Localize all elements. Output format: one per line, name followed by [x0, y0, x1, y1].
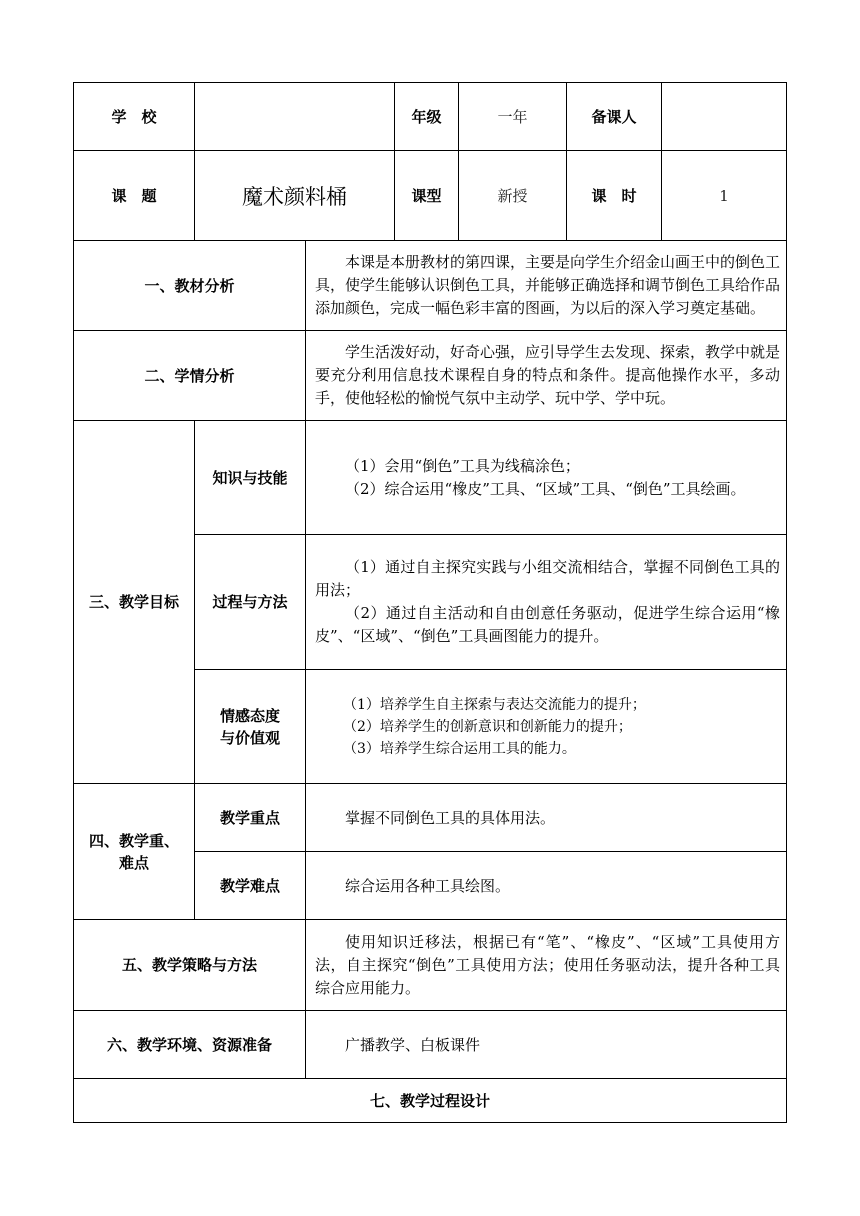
list-item: （2）通过自主活动和自由创意任务驱动，促进学生综合运用“橡皮”、“区域”、“倒色”工具画图能力的提升。 [315, 604, 780, 645]
emotion-values-content [306, 670, 787, 784]
difficulty-text: 综合运用各种工具绘图。 [306, 852, 787, 920]
difficulty-label: 教学难点 [195, 852, 306, 920]
list-item: （1）培养学生自主探索与表达交流能力的提升； [343, 696, 646, 713]
process-methods-content [306, 535, 787, 670]
period-value: 1 [662, 151, 787, 241]
header-row-topic [74, 151, 787, 241]
row-process-design [74, 1079, 787, 1123]
material-analysis-label: 一、教材分析 [74, 241, 306, 331]
key-points-label-line2: 难点 [118, 853, 149, 872]
preparer-label: 备课人 [567, 83, 662, 151]
row-goal-knowledge [74, 421, 787, 535]
material-analysis-text: 本课是本册教材的第四课，主要是向学生介绍金山画王中的倒色工具，使学生能够认识倒色工具，并能够正确选择和调节倒色工具给作品添加颜色，完成一幅色彩丰富的图画，为以后的深入学习奠定基础。 [306, 241, 787, 331]
strategy-label: 五、教学策略与方法 [74, 920, 306, 1011]
grade-value: 一年 [459, 83, 567, 151]
emotion-values-label [195, 670, 306, 784]
knowledge-skills-content [306, 421, 787, 535]
lesson-plan [73, 82, 787, 1123]
key-points-label [74, 784, 195, 920]
focus-text: 掌握不同倒色工具的具体用法。 [306, 784, 787, 852]
period-label: 课 时 [567, 151, 662, 241]
student-analysis-label: 二、学情分析 [74, 331, 306, 421]
list-item: （1）会用“倒色”工具为线稿涂色； [345, 456, 580, 475]
process-design-heading: 七、教学过程设计 [74, 1079, 787, 1123]
list-item: （2）培养学生的创新意识和创新能力的提升； [343, 718, 632, 735]
process-methods-label: 过程与方法 [195, 535, 306, 670]
school-value [195, 83, 395, 151]
list-item: （2）综合运用“橡皮”工具、“区域”工具、“倒色”工具绘画。 [345, 479, 746, 498]
key-points-label-line1: 四、教学重、 [88, 831, 179, 850]
type-value: 新授 [459, 151, 567, 241]
header-row-school [74, 83, 787, 151]
emotion-label-line2: 与价值观 [219, 728, 280, 747]
row-student-analysis [74, 331, 787, 421]
row-key-focus [74, 784, 787, 852]
row-material-analysis [74, 241, 787, 331]
type-label: 课型 [395, 151, 459, 241]
school-label: 学 校 [74, 83, 195, 151]
row-strategy [74, 920, 787, 1011]
preparer-value [662, 83, 787, 151]
list-item: （1）通过自主探究实践与小组交流相结合，掌握不同倒色工具的用法； [315, 558, 780, 599]
row-environment [74, 1011, 787, 1079]
student-analysis-text: 学生活泼好动，好奇心强，应引导学生去发现、探索，教学中就是要充分利用信息技术课程自身的特点和条件。提高他操作水平，多动手，使他轻松的愉悦气氛中主动学、玩中学、学中玩。 [306, 331, 787, 421]
list-item: （3）培养学生综合运用工具的能力。 [343, 740, 576, 757]
topic-label: 课 题 [74, 151, 195, 241]
focus-label: 教学重点 [195, 784, 306, 852]
grade-label: 年级 [395, 83, 459, 151]
topic-value: 魔术颜料桶 [195, 151, 395, 241]
emotion-label-line1: 情感态度 [219, 706, 280, 725]
teaching-goals-label: 三、教学目标 [74, 421, 195, 784]
environment-text: 广播教学、白板课件 [306, 1011, 787, 1079]
strategy-text: 使用知识迁移法，根据已有“笔”、“橡皮”、“区域”工具使用方法，自主探究“倒色”工具使用方法；使用任务驱动法，提升各种工具综合应用能力。 [306, 920, 787, 1011]
knowledge-skills-label: 知识与技能 [195, 421, 306, 535]
environment-label: 六、教学环境、资源准备 [74, 1011, 306, 1079]
